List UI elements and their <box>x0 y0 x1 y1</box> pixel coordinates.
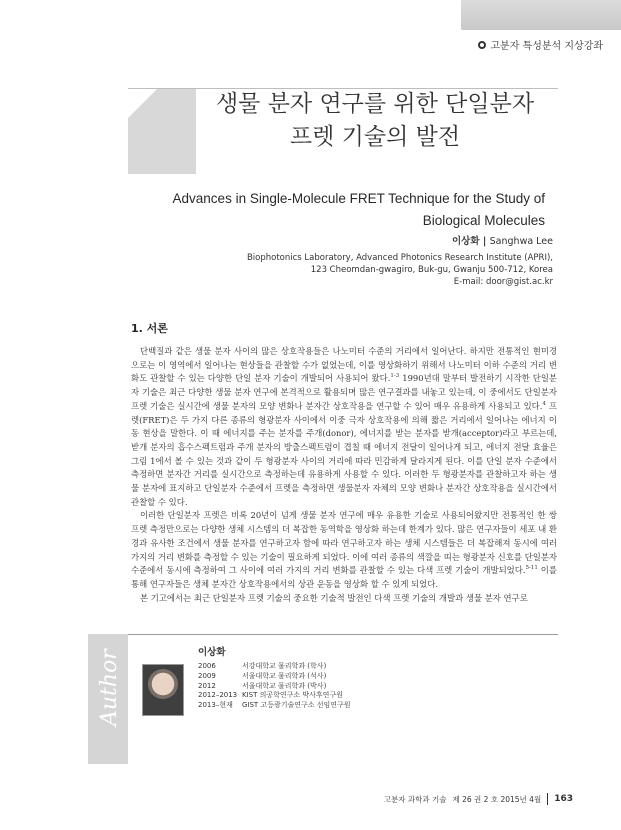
page-footer <box>384 793 573 805</box>
cv-author-name: 이상화 <box>198 647 226 658</box>
author-name-ko: 이상화 <box>452 236 480 247</box>
author-panel <box>88 634 558 764</box>
author-photo <box>142 664 184 716</box>
citation: 5-11 <box>525 565 538 572</box>
cv-year: 2006 <box>198 662 216 670</box>
section-tag-label: 고분자 특성분석 지상강좌 <box>490 41 603 52</box>
section-heading: 1. 서론 <box>131 322 168 335</box>
paragraph-text: 프렛(FRET)은 두 가지 다른 종류의 형광분자 사이에서 이중 극자 상호작용에 의해 짧은 거리에서 일어나는 에너지 이동 현상을 말한다. 이 때 에너지를 주는 분자를 주개(donor), 에너지를 받는 분자를 받개(acceptor)라고 부르는데, 받개 분자의 흡수스펙트럼과 주개 분자의 방출스펙트럼이 겹칠 때 에너지 전달이 일어나게 되고, 에너지 전달 효율은 그림 1에서 볼 수 있는 것과 같이 두 형광분자 사이의 거리에 따라 민감하게 달라지게 된다. 이를 단일 분자 수준에서 측정하면 분자간 거리를 실시간으로 측정하는데 유용하게 사용할 수 있다. 이러한 두 형광분자를 관찰하고자 하는 생물 분자에 표지하고 단일분자 수준에서 프렛을 측정하면 생물분자 자체의 모양 변화나 분자간 상호작용을 실시간에서 관찰할 수 있다. <box>131 400 557 507</box>
paragraph <box>131 509 557 591</box>
cv-desc: KIST 의공학연구소 박사후연구원 <box>242 691 343 700</box>
paragraph-text: 단백질과 같은 생물 분자 사이의 많은 상호작용들은 나노미터 수준의 거리에서 일어난다. 하지만 전통적인 현미경으로는 이 영역에서 일어나는 현상들을 관찰할 수가 없었는데, 이를 영상화하기 위해서 나노미터 이하 수준의 거리 변화도 관찰할 수 있는 다양한 단일 분자 기술이 개발되어 사용되어 왔다. <box>131 346 557 384</box>
page-number: 163 <box>554 794 573 804</box>
korean-title-line-2: 프렛 기술의 발전 <box>289 124 461 150</box>
citation: 4 <box>542 401 546 408</box>
author-name-en: Sanghwa Lee <box>489 236 553 247</box>
journal-name: 고분자 과학과 기술 <box>383 794 447 804</box>
affiliation-line-1: Biophotonics Laboratory, Advanced Photonics Research Institute (APRI), <box>246 253 553 263</box>
affiliation-line-2: 123 Cheomdan-gwagiro, Buk-gu, Gwanju 500-712, Korea <box>310 265 553 275</box>
corner-tab <box>461 0 621 30</box>
cv-desc: 서울대학교 물리학과 (석사) <box>242 671 327 680</box>
paragraph <box>131 345 557 509</box>
cv-item <box>198 682 351 692</box>
cv-year: 2012 <box>198 681 216 690</box>
cv-desc: 서강대학교 물리학과 (학사) <box>242 662 327 670</box>
cv-list <box>198 662 351 711</box>
author-name-separator: | <box>482 236 487 247</box>
citation: 1-3 <box>390 373 400 380</box>
english-title <box>125 188 545 232</box>
paragraph-text: 1990년대 말부터 발전하기 시작한 단일분자 기술은 최근 다양한 생물 분자 연구에 본격적으로 활용되며 많은 연구결과를 내놓고 있는데, 이 중에서도 단일분자 프렛 기술은 실시간에 생물 분자의 모양 변화나 분자간 상호작용을 연구할 수 있어 매우 유용하게 사용되고 있다. <box>131 373 557 411</box>
cv-year: 2013–현재 <box>198 701 233 710</box>
cv-desc: GIST 고등광기술연구소 선임연구원 <box>242 701 351 710</box>
section-tag <box>478 37 603 52</box>
english-title-line-2: Biological Molecules <box>422 213 545 228</box>
author-panel-label: Author <box>97 649 122 726</box>
footer-divider <box>547 793 548 805</box>
cv-year: 2012–2013 <box>198 691 238 700</box>
journal-issue: 제 26 권 2 호 2015년 4월 <box>452 794 542 804</box>
author-email[interactable]: E-mail: door@gist.ac.kr <box>453 277 553 287</box>
cv-item <box>198 691 351 701</box>
paragraph: 본 기고에서는 최근 단일분자 프렛 기술의 중요한 기술적 발전인 다색 프렛 기술의 개발과 생물 분자 연구로 <box>140 592 528 603</box>
body-text <box>131 345 557 605</box>
cv-year: 2009 <box>198 671 216 680</box>
cv-item <box>198 701 351 711</box>
paragraph-text: 이를 통해 연구자들은 생체 분자간 상호작용에서의 상관 운동을 영상화 할 수 있게 되었다. <box>131 565 557 589</box>
cv-item <box>198 672 351 682</box>
author-block <box>193 236 553 288</box>
korean-title <box>195 88 555 154</box>
english-title-line-1: Advances in Single-Molecule FRET Technique for the Study of <box>172 191 545 206</box>
korean-title-line-1: 생물 분자 연구를 위한 단일분자 <box>215 91 535 117</box>
divider <box>128 634 558 635</box>
author-name <box>193 236 553 248</box>
bullet-icon <box>478 41 486 49</box>
cv-desc: 서울대학교 물리학과 (박사) <box>242 681 327 690</box>
cv-item <box>198 662 351 672</box>
paragraph-text: 이러한 단일분자 프렛은 비록 20년이 넘게 생물 분자 연구에 매우 유용한 기술로 사용되어왔지만 전통적인 한 쌍 프렛 측정만으로는 다양한 생체 시스템의 더 복잡한 동역학을 영상화 하는데 한계가 있다. 많은 연구자들이 세포 내 환경과 유사한 조건에서 생물 분자를 연구하고자 함에 따라 연구하고자 하는 생체 시스템들은 더 복잡해져 동시에 여러 가지의 거리 변화를 측정할 수 있는 기술이 필요하게 되었다. 이에 여러 종류의 색깔을 띠는 형광분자 신호를 단일분자 수준에서 동시에 측정하여 그 사이에 여러 가지의 거리 변화를 관찰할 수 있는 다색 프렛 기술이 개발되었다. <box>131 510 557 576</box>
